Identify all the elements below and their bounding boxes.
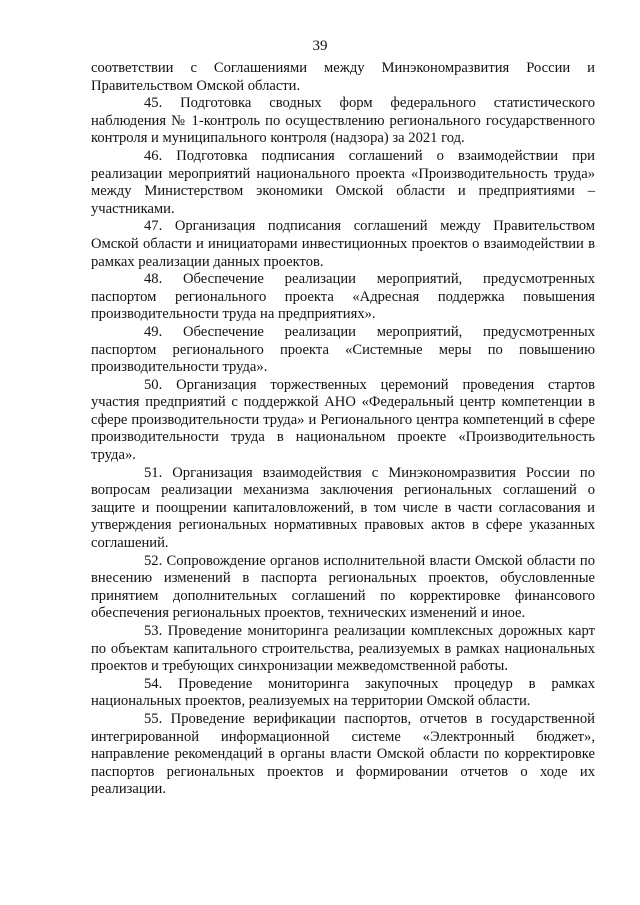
item-number: 47.	[144, 218, 163, 235]
list-item	[91, 465, 595, 553]
item-number: 52.	[144, 552, 163, 569]
item-text: Проведение мониторинга реализации комплексных дорожных карт по объектам капитального строительства, реализуемых в рамках национальных проектов и требующих синхронизации межведомственной работы.	[91, 623, 595, 675]
item-number: 55.	[144, 710, 163, 727]
list-item	[91, 623, 595, 676]
list-item	[91, 148, 595, 218]
item-text: Проведение мониторинга закупочных процедур в рамках национальных проектов, реализуемых на территории Омской области.	[91, 675, 595, 710]
item-text: Организация взаимодействия с Минэкономразвития России по вопросам реализации механизма заключения региональных соглашений о защите и поощрении капиталовложений, в том числе в части согласования и утверждения региональных нормативных правовых актов в сфере указанных соглашений.	[91, 464, 595, 552]
item-number: 50.	[144, 376, 163, 393]
list-item	[91, 676, 595, 711]
list-item	[91, 324, 595, 377]
document-body	[91, 60, 595, 799]
item-text: Обеспечение реализации мероприятий, предусмотренных паспортом регионального проекта «Адресная поддержка повышения производительности труда на предприятиях».	[91, 271, 595, 323]
item-number: 45.	[144, 95, 163, 112]
item-text: Обеспечение реализации мероприятий, предусмотренных паспортом регионального проекта «Системные меры по повышению производительности труда».	[91, 323, 595, 376]
item-number: 54.	[144, 675, 163, 692]
item-text: Организация торжественных церемоний проведения стартов участия предприятий с поддержкой АНО «Федеральный центр компетенции в сфере производительности труда» и Регионального центра компетенций в сфере производительности труда в национальном проекте «Производительность труда».	[91, 376, 595, 464]
item-number: 49.	[144, 323, 163, 340]
item-number: 53.	[144, 623, 163, 639]
list-item	[91, 271, 595, 324]
item-number: 51.	[144, 464, 163, 481]
page-number: 39	[312, 38, 328, 54]
item-number: 48.	[144, 271, 163, 288]
item-text: Организация подписания соглашений между Правительством Омской области и инициаторами инвестиционных проектов о взаимодействии в рамках реализации данных проектов.	[91, 218, 596, 270]
item-text: Подготовка сводных форм федерального статистического наблюдения № 1-контроль по осуществлению регионального государственного контроля и муниципального контроля (надзора) за 2021 год.	[91, 95, 595, 147]
item-text: Подготовка подписания соглашений о взаимодействии при реализации мероприятий национального проекта «Производительность труда» между Министерством экономики Омской области и предприятиями – участниками.	[91, 147, 595, 217]
list-item	[91, 553, 595, 623]
list-item	[91, 95, 595, 148]
list-item	[91, 218, 595, 271]
list-item	[91, 711, 595, 799]
paragraph-text: соответствии с Соглашениями между Минэкономразвития России и Правительством Омской области.	[91, 60, 595, 94]
item-text: Проведение верификации паспортов, отчетов в государственной интегрированной информационной системе «Электронный бюджет», направление рекомендаций в органы власти Омской области по корректировке паспортов региональных проектов и формировании отчетов о ходе их реализации.	[91, 710, 595, 798]
list-item	[91, 377, 595, 465]
paragraph-continuation	[91, 60, 595, 95]
item-number: 46.	[144, 147, 163, 164]
item-text: Сопровождение органов исполнительной власти Омской области по внесению изменений в паспорта региональных проектов, обусловленные принятием дополнительных соглашений по корректировке финансового обеспечения региональных проектов, технических изменений и иное.	[91, 552, 595, 622]
